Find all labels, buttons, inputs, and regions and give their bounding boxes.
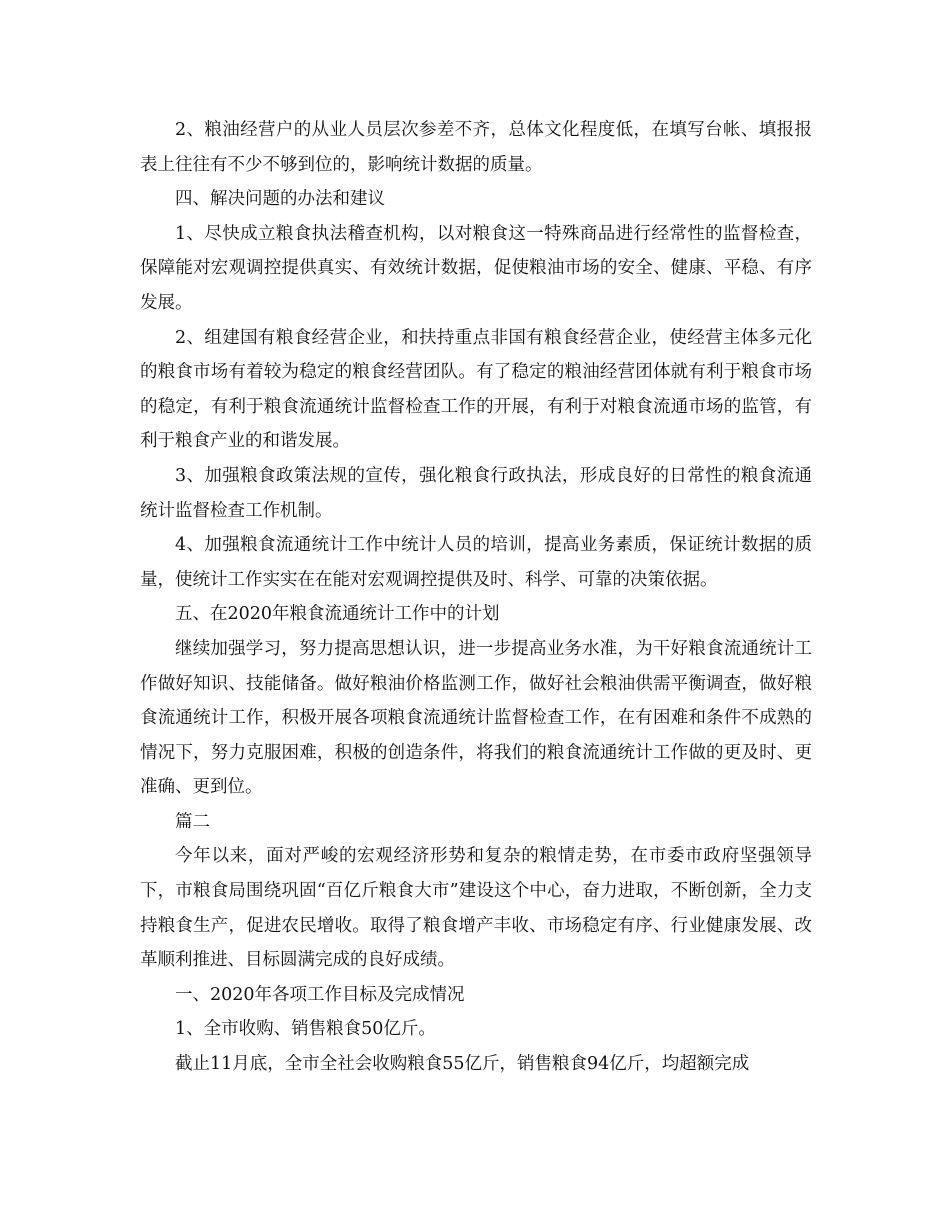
paragraph-policy-promotion: 3、加强粮食政策法规的宣传，强化粮食行政执法，形成良好的日常性的粮食流通统计监督检查工作机制。 (140, 465, 812, 521)
paragraph-goal-purchase: 1、全市收购、销售粮食50亿斤。 (175, 1019, 436, 1040)
paragraph-enforcement-agency: 1、尽快成立粮食执法稽查机构，以对粮食这一特殊商品进行经常性的监督检查，保障能对宏观调控提供真实、有效统计数据，促使粮油市场的安全、健康、平稳、有序发展。 (140, 223, 812, 313)
section-heading-solutions: 四、解决问题的办法和建议 (175, 189, 385, 210)
paragraph-goal-results: 截止11月底，全市全社会收购粮食55亿斤，销售粮食94亿斤，均超额完成 (175, 1054, 750, 1075)
section-heading-goals: 一、2020年各项工作目标及完成情况 (175, 984, 465, 1005)
section-heading-plan: 五、在2020年粮食流通统计工作中的计划 (175, 604, 500, 625)
document-body (140, 113, 812, 1082)
paragraph-annual-overview: 今年以来，面对严峻的宏观经济形势和复杂的粮情走势，在市委市政府坚强领导下，市粮食局围绕巩固“百亿斤粮食大市”建设这个中心，奋力进取，不断创新，全力支持粮食生产，促进农民增收。取得了粮食增产丰收、市场稳定有序、行业健康发展、改革顺利推进、目标圆满完成的良好成绩。 (140, 846, 812, 971)
paragraph-plan-details: 继续加强学习，努力提高思想认识，进一步提高业务水准，为干好粮食流通统计工作做好知识、技能储备。做好粮油价格监测工作，做好社会粮油供需平衡调查，做好粮食流通统计工作，积极开展各项粮食流通统计监督检查工作，在有困难和条件不成熟的情况下，努力克服困难，积极的创造条件，将我们的粮食流通统计工作做的更及时、更准确、更到位。 (140, 638, 812, 798)
paragraph-staff-training: 4、加强粮食流通统计工作中统计人员的培训，提高业务素质，保证统计数据的质量，使统计工作实实在在能对宏观调控提供及时、科学、可靠的决策依据。 (140, 535, 812, 590)
paragraph-state-enterprises: 2、组建国有粮食经营企业，和扶持重点非国有粮食经营企业，使经营主体多元化的粮食市场有着较为稳定的粮食经营团队。有了稳定的粮油经营团体就有利于粮食市场的稳定，有利于粮食流通统计监督检查工作的开展，有利于对粮食流通市场的监管，有利于粮食产业的和谐发展。 (140, 327, 812, 452)
paragraph-staff-quality: 2、粮油经营户的从业人员层次参差不齐，总体文化程度低，在填写台帐、填报报表上往往有不少不够到位的，影响统计数据的质量。 (140, 120, 812, 175)
part-heading: 篇二 (175, 811, 210, 832)
